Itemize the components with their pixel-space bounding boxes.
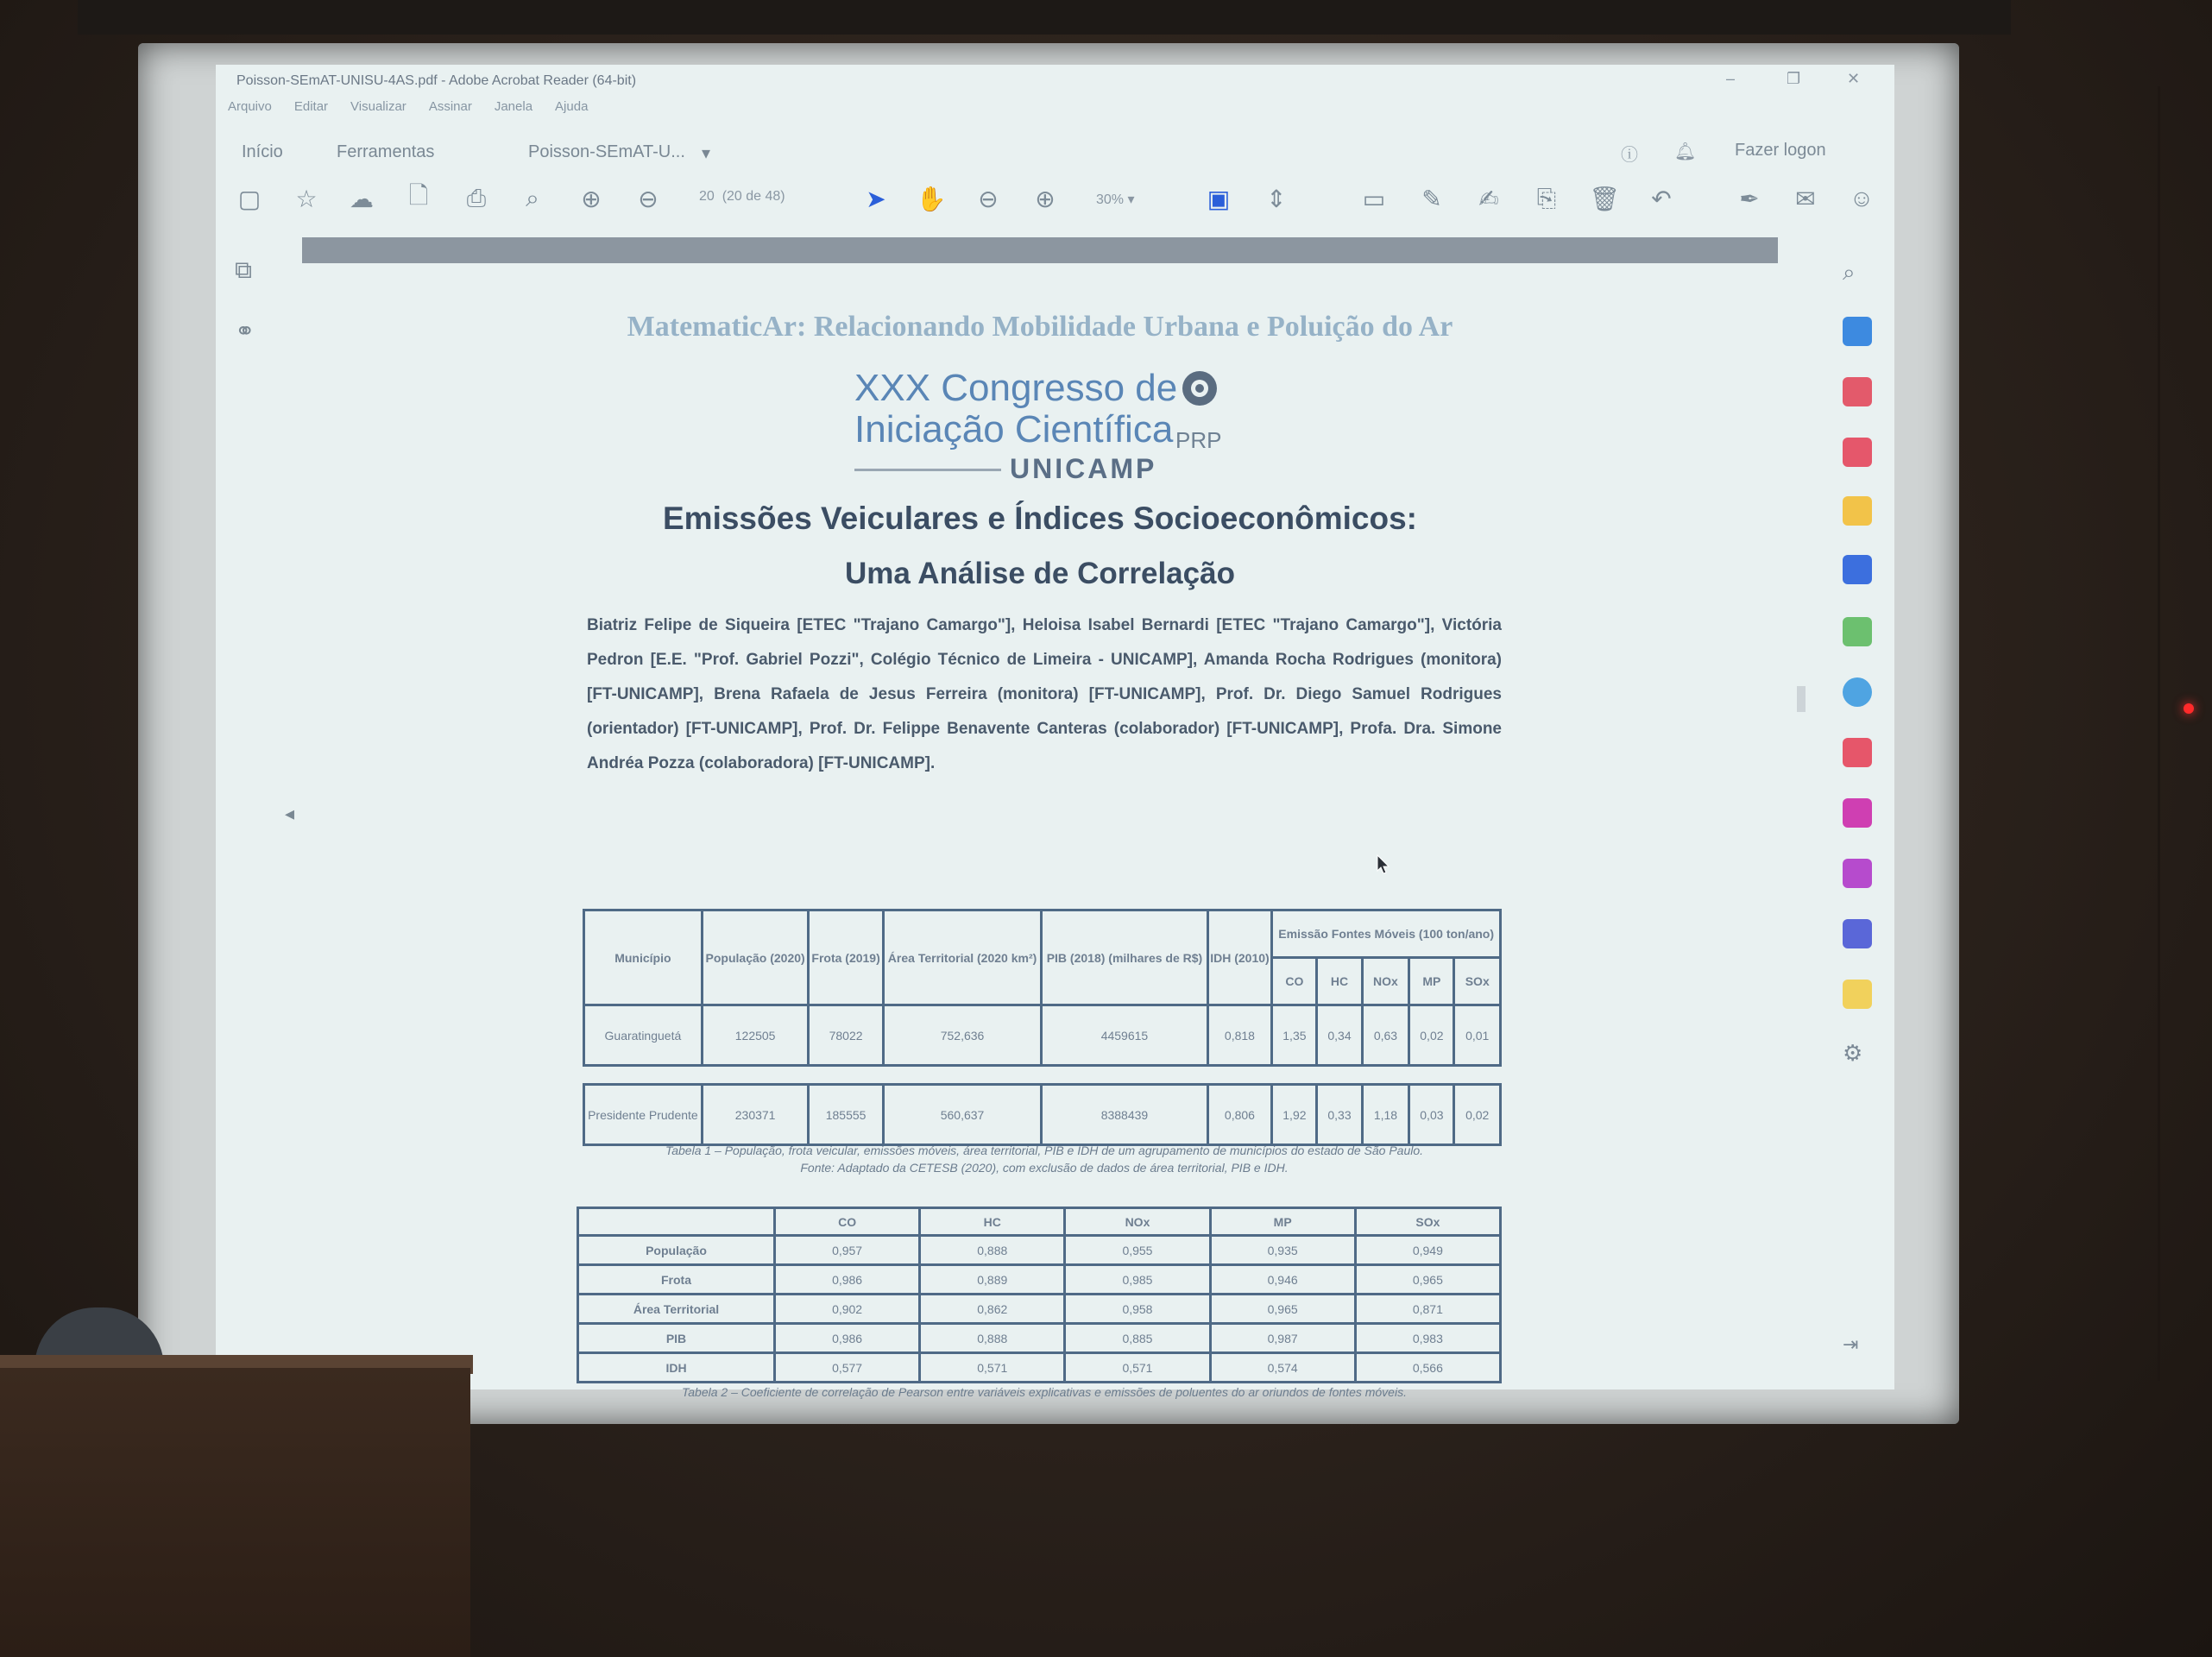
cell: 560,637 [883, 1085, 1042, 1145]
cell: 0,949 [1355, 1236, 1500, 1265]
cell: 0,01 [1454, 1005, 1501, 1066]
cell: 0,577 [775, 1353, 920, 1383]
vertical-scrollbar[interactable] [1795, 237, 1807, 1368]
running-title: MatematicAr: Relacionando Mobilidade Urbana e Poluição do Ar [627, 311, 1453, 343]
page-fit-icon[interactable]: ▣ [1207, 185, 1231, 212]
comment-tool-icon[interactable] [1843, 496, 1872, 526]
t1-header-nox: NOx [1362, 958, 1409, 1005]
zoom-dropdown[interactable]: 30% ▾ [1096, 192, 1135, 207]
create-pdf-icon[interactable] [1843, 377, 1872, 406]
cell: Presidente Prudente [584, 1085, 703, 1145]
tab-home[interactable]: Início [242, 142, 283, 161]
table-row [578, 1324, 1501, 1353]
authors-paragraph: Biatriz Felipe de Siqueira [ETEC "Trajano Camargo"], Heloisa Isabel Bernardi [ETEC "Trajano Camargo"], Victória Pedron [E.E. "Prof. Gabriel Pozzi", Colégio Técnico de Limeira - UNICAMP], Amanda Rocha Rodrigues (monitora) [FT-UNICAMP], Brena Rafaela de Jesus Ferreira (monitora) [FT-UNICAMP], Prof. Dr. Diego Samuel Rodrigues (orientador) [FT-UNICAMP], Prof. Dr. Felippe Benavente Canteras (colaborador) [FT-UNICAMP], Profa. Dra. Simone Andréa Pozza (colaboradora) [FT-UNICAMP]. [587, 616, 1502, 772]
cell: 0,871 [1355, 1295, 1500, 1324]
menu-edit[interactable]: Editar [293, 99, 329, 114]
logo-line-2: Iniciação Científica [854, 408, 1174, 450]
cell: 0,571 [920, 1353, 1065, 1383]
t2-header-sox: SOx [1355, 1208, 1500, 1236]
table-row [578, 1265, 1501, 1295]
table-row [584, 1005, 1501, 1066]
row-label: Área Territorial [578, 1295, 775, 1324]
cell: 8388439 [1042, 1085, 1207, 1145]
cell: 0,818 [1207, 1005, 1272, 1066]
delete-icon[interactable]: 🗑︎ [1589, 185, 1620, 212]
pages-panel-icon[interactable]: ⧉ [235, 256, 252, 283]
highlight-icon[interactable]: ✍ [1478, 185, 1499, 212]
cell: 0,986 [775, 1324, 920, 1353]
scrollbar-thumb[interactable] [1797, 686, 1806, 712]
t2-header-nox: NOx [1065, 1208, 1210, 1236]
cell: 0,888 [920, 1324, 1065, 1353]
cell: Guaratinguetá [584, 1005, 703, 1066]
cell: 0,63 [1362, 1005, 1409, 1066]
cell: 752,636 [883, 1005, 1042, 1066]
cell: 0,885 [1065, 1324, 1210, 1353]
tabs-row [216, 132, 1894, 167]
prp-badge: PRP [1175, 427, 1222, 453]
menu-sign[interactable]: Assinar [428, 99, 472, 114]
cell: 0,986 [775, 1265, 920, 1295]
table-row [578, 1353, 1501, 1383]
logo-line-3: UNICAMP [1010, 453, 1157, 484]
menu-file[interactable]: Arquivo [228, 99, 272, 114]
undo-icon[interactable]: ↶ [1651, 185, 1672, 212]
table-2-caption: Tabela 2 – Coeficiente de correlação de Pearson entre variáveis explicativas e emissões de poluentes do ar oriundos de fontes móveis. [682, 1385, 1407, 1399]
wall-door-edge [2158, 86, 2212, 1381]
title-bar [216, 65, 1894, 91]
cell: 0,957 [775, 1236, 920, 1265]
row-label: Frota [578, 1265, 775, 1295]
cell: 0,571 [1065, 1353, 1210, 1383]
cell: 0,02 [1409, 1005, 1454, 1066]
cell: 230371 [702, 1085, 809, 1145]
pen-icon[interactable]: ✎ [1421, 185, 1442, 212]
cell: 0,566 [1355, 1353, 1500, 1383]
comment-icon[interactable]: ▭ [1362, 185, 1386, 212]
paper-title-line-1: Emissões Veiculares e Índices Socioeconômicos: [663, 501, 1417, 536]
cell: 0,955 [1065, 1236, 1210, 1265]
create-icon[interactable]: ▢ [237, 185, 262, 212]
row-label: PIB [578, 1324, 775, 1353]
send-for-signature-icon[interactable] [1843, 859, 1872, 888]
cell: 0,965 [1210, 1295, 1355, 1324]
mouse-cursor-icon [1377, 854, 1390, 875]
t2-header-blank [578, 1208, 775, 1236]
accessibility-icon[interactable]: ☺ [1849, 185, 1875, 211]
scan-icon[interactable] [1843, 980, 1872, 1009]
congress-logo [854, 367, 1222, 484]
document-top-bar [302, 237, 1778, 263]
cell: 0,574 [1210, 1353, 1355, 1383]
organize-pages-icon[interactable] [1843, 617, 1872, 646]
t1-header-frota: Frota (2019) [809, 910, 883, 1005]
page-down-icon[interactable]: ⊖ [638, 185, 659, 212]
t2-header-co: CO [775, 1208, 920, 1236]
select-cursor-icon[interactable]: ➤ [866, 185, 886, 212]
sign-in-link[interactable]: Fazer logon [1735, 141, 1826, 160]
row-label: População [578, 1236, 775, 1265]
zoom-out-icon[interactable]: ⊖ [978, 185, 999, 212]
cell: 0,02 [1454, 1085, 1501, 1145]
cell: 0,985 [1065, 1265, 1210, 1295]
cell: 0,946 [1210, 1265, 1355, 1295]
edit-pdf-icon[interactable] [1843, 438, 1872, 467]
attachments-icon[interactable]: ⚭ [235, 318, 255, 344]
restore-icon[interactable]: ❐ [1787, 70, 1801, 87]
table-1 [583, 909, 1502, 1146]
table-row [578, 1295, 1501, 1324]
table-2 [577, 1207, 1502, 1383]
page-total: (20 de 48) [722, 189, 785, 204]
menu-bar [228, 99, 588, 120]
scroll-mode-icon[interactable]: ⇕ [1266, 185, 1287, 212]
menu-window[interactable]: Janela [494, 99, 533, 114]
cell: 0,888 [920, 1236, 1065, 1265]
search-icon[interactable]: ⌕ [526, 184, 539, 211]
mail-icon[interactable]: ✉ [1795, 185, 1816, 212]
cell: 0,902 [775, 1295, 920, 1324]
tab-close-icon[interactable]: ▾ [702, 144, 711, 163]
protect-icon[interactable] [1843, 798, 1872, 828]
hand-tool-icon[interactable]: ✋ [916, 185, 947, 212]
menu-view[interactable]: Visualizar [350, 99, 406, 114]
help-icon[interactable]: ⓘ [1621, 146, 1638, 165]
acrobat-reader-window [216, 65, 1894, 1399]
print-icon[interactable]: ⎙ [466, 184, 487, 211]
row-label: IDH [578, 1353, 775, 1383]
unicamp-emblem-icon [1178, 369, 1221, 408]
compress-pdf-icon[interactable] [1843, 677, 1872, 707]
more-tools-icon[interactable]: ⚙ [1843, 1040, 1863, 1066]
cell: 78022 [809, 1005, 883, 1066]
combine-files-icon[interactable] [1843, 555, 1872, 584]
search-tools-icon[interactable]: ⌕ [1843, 259, 1856, 285]
t1-header-idh: IDH (2010) [1207, 910, 1272, 1005]
page-up-icon[interactable]: ⊕ [581, 185, 602, 212]
cell: 122505 [702, 1005, 809, 1066]
tab-document[interactable]: Poisson-SEmAT-U... [528, 142, 685, 161]
table-row [584, 1085, 1501, 1145]
page-current[interactable]: 20 [699, 189, 715, 204]
paper-title-line-2: Uma Análise de Correlação [845, 557, 1235, 590]
t1-header-hc: HC [1317, 958, 1362, 1005]
cell: 1,92 [1272, 1085, 1317, 1145]
cell: 0,03 [1409, 1085, 1454, 1145]
sign-icon[interactable]: ✒ [1739, 185, 1760, 212]
cell: 0,33 [1317, 1085, 1362, 1145]
row-gap [584, 1066, 1501, 1085]
cell: 0,958 [1065, 1295, 1210, 1324]
page-indicator[interactable] [699, 189, 785, 205]
cell: 0,987 [1210, 1324, 1355, 1353]
t2-header-hc: HC [920, 1208, 1065, 1236]
close-icon[interactable]: ✕ [1847, 70, 1861, 87]
t2-header-mp: MP [1210, 1208, 1355, 1236]
redact-icon[interactable] [1843, 919, 1872, 948]
t1-header-populacao: População (2020) [702, 910, 809, 1005]
cell: 185555 [809, 1085, 883, 1145]
t1-header-sox: SOx [1454, 958, 1501, 1005]
window-title: Poisson-SEmAT-UNISU-4AS.pdf - Adobe Acrobat Reader (64-bit) [236, 73, 637, 88]
fill-sign-icon[interactable] [1843, 738, 1872, 767]
export-pdf-icon[interactable] [1843, 317, 1872, 346]
t1-header-mp: MP [1409, 958, 1454, 1005]
cell: 4459615 [1042, 1005, 1207, 1066]
cell: 0,965 [1355, 1265, 1500, 1295]
bookmark-star-icon[interactable]: ☆ [295, 185, 318, 212]
cell: 1,18 [1362, 1085, 1409, 1145]
zoom-value[interactable]: 30% [1096, 192, 1125, 207]
cell: 0,889 [920, 1265, 1065, 1295]
cell: 0,34 [1317, 1005, 1362, 1066]
table-1-caption-line-1: Tabela 1 – População, frota veicular, emissões móveis, área territorial, PIB e IDH de um agrupamento de municípios do estado de São Paulo. [665, 1144, 1424, 1157]
t1-header-area: Área Territorial (2020 km²) [883, 910, 1042, 1005]
pdf-page [302, 263, 1778, 1399]
toolbar [216, 177, 1894, 220]
cell: 0,935 [1210, 1236, 1355, 1265]
cell: 0,806 [1207, 1085, 1272, 1145]
menu-help[interactable]: Ajuda [555, 99, 589, 114]
red-led-light [2184, 703, 2194, 714]
projector-top-bar [78, 0, 2011, 35]
cell: 1,35 [1272, 1005, 1317, 1066]
logo-divider [854, 469, 1001, 471]
t1-header-municipio: Município [584, 910, 703, 1005]
cell: 0,862 [920, 1295, 1065, 1324]
table-1-caption-line-2: Fonte: Adaptado da CETESB (2020), com exclusão de dados de área territorial, PIB e IDH. [800, 1161, 1289, 1175]
file-icon[interactable]: 🗋 [408, 182, 429, 209]
cell: 0,983 [1355, 1324, 1500, 1353]
cloud-upload-icon[interactable]: ☁ [350, 185, 374, 212]
t1-header-emissao: Emissão Fontes Móveis (100 ton/ano) [1272, 910, 1501, 958]
stamp-icon[interactable]: ⎘ [1536, 184, 1557, 211]
zoom-in-icon[interactable]: ⊕ [1035, 185, 1056, 212]
collapse-right-icon[interactable]: ⇥ [1843, 1333, 1859, 1355]
tab-tools[interactable]: Ferramentas [337, 142, 435, 161]
t1-header-pib: PIB (2018) (milhares de R$) [1042, 910, 1207, 1005]
wooden-podium [0, 1368, 470, 1657]
notification-bell-icon[interactable]: 🔔︎ [1674, 142, 1697, 161]
table-row [578, 1236, 1501, 1265]
t1-header-co: CO [1272, 958, 1317, 1005]
minimize-icon[interactable]: – [1726, 70, 1736, 87]
collapse-left-icon[interactable]: ◂ [285, 803, 295, 824]
logo-line-1: XXX Congresso de [854, 367, 1178, 409]
